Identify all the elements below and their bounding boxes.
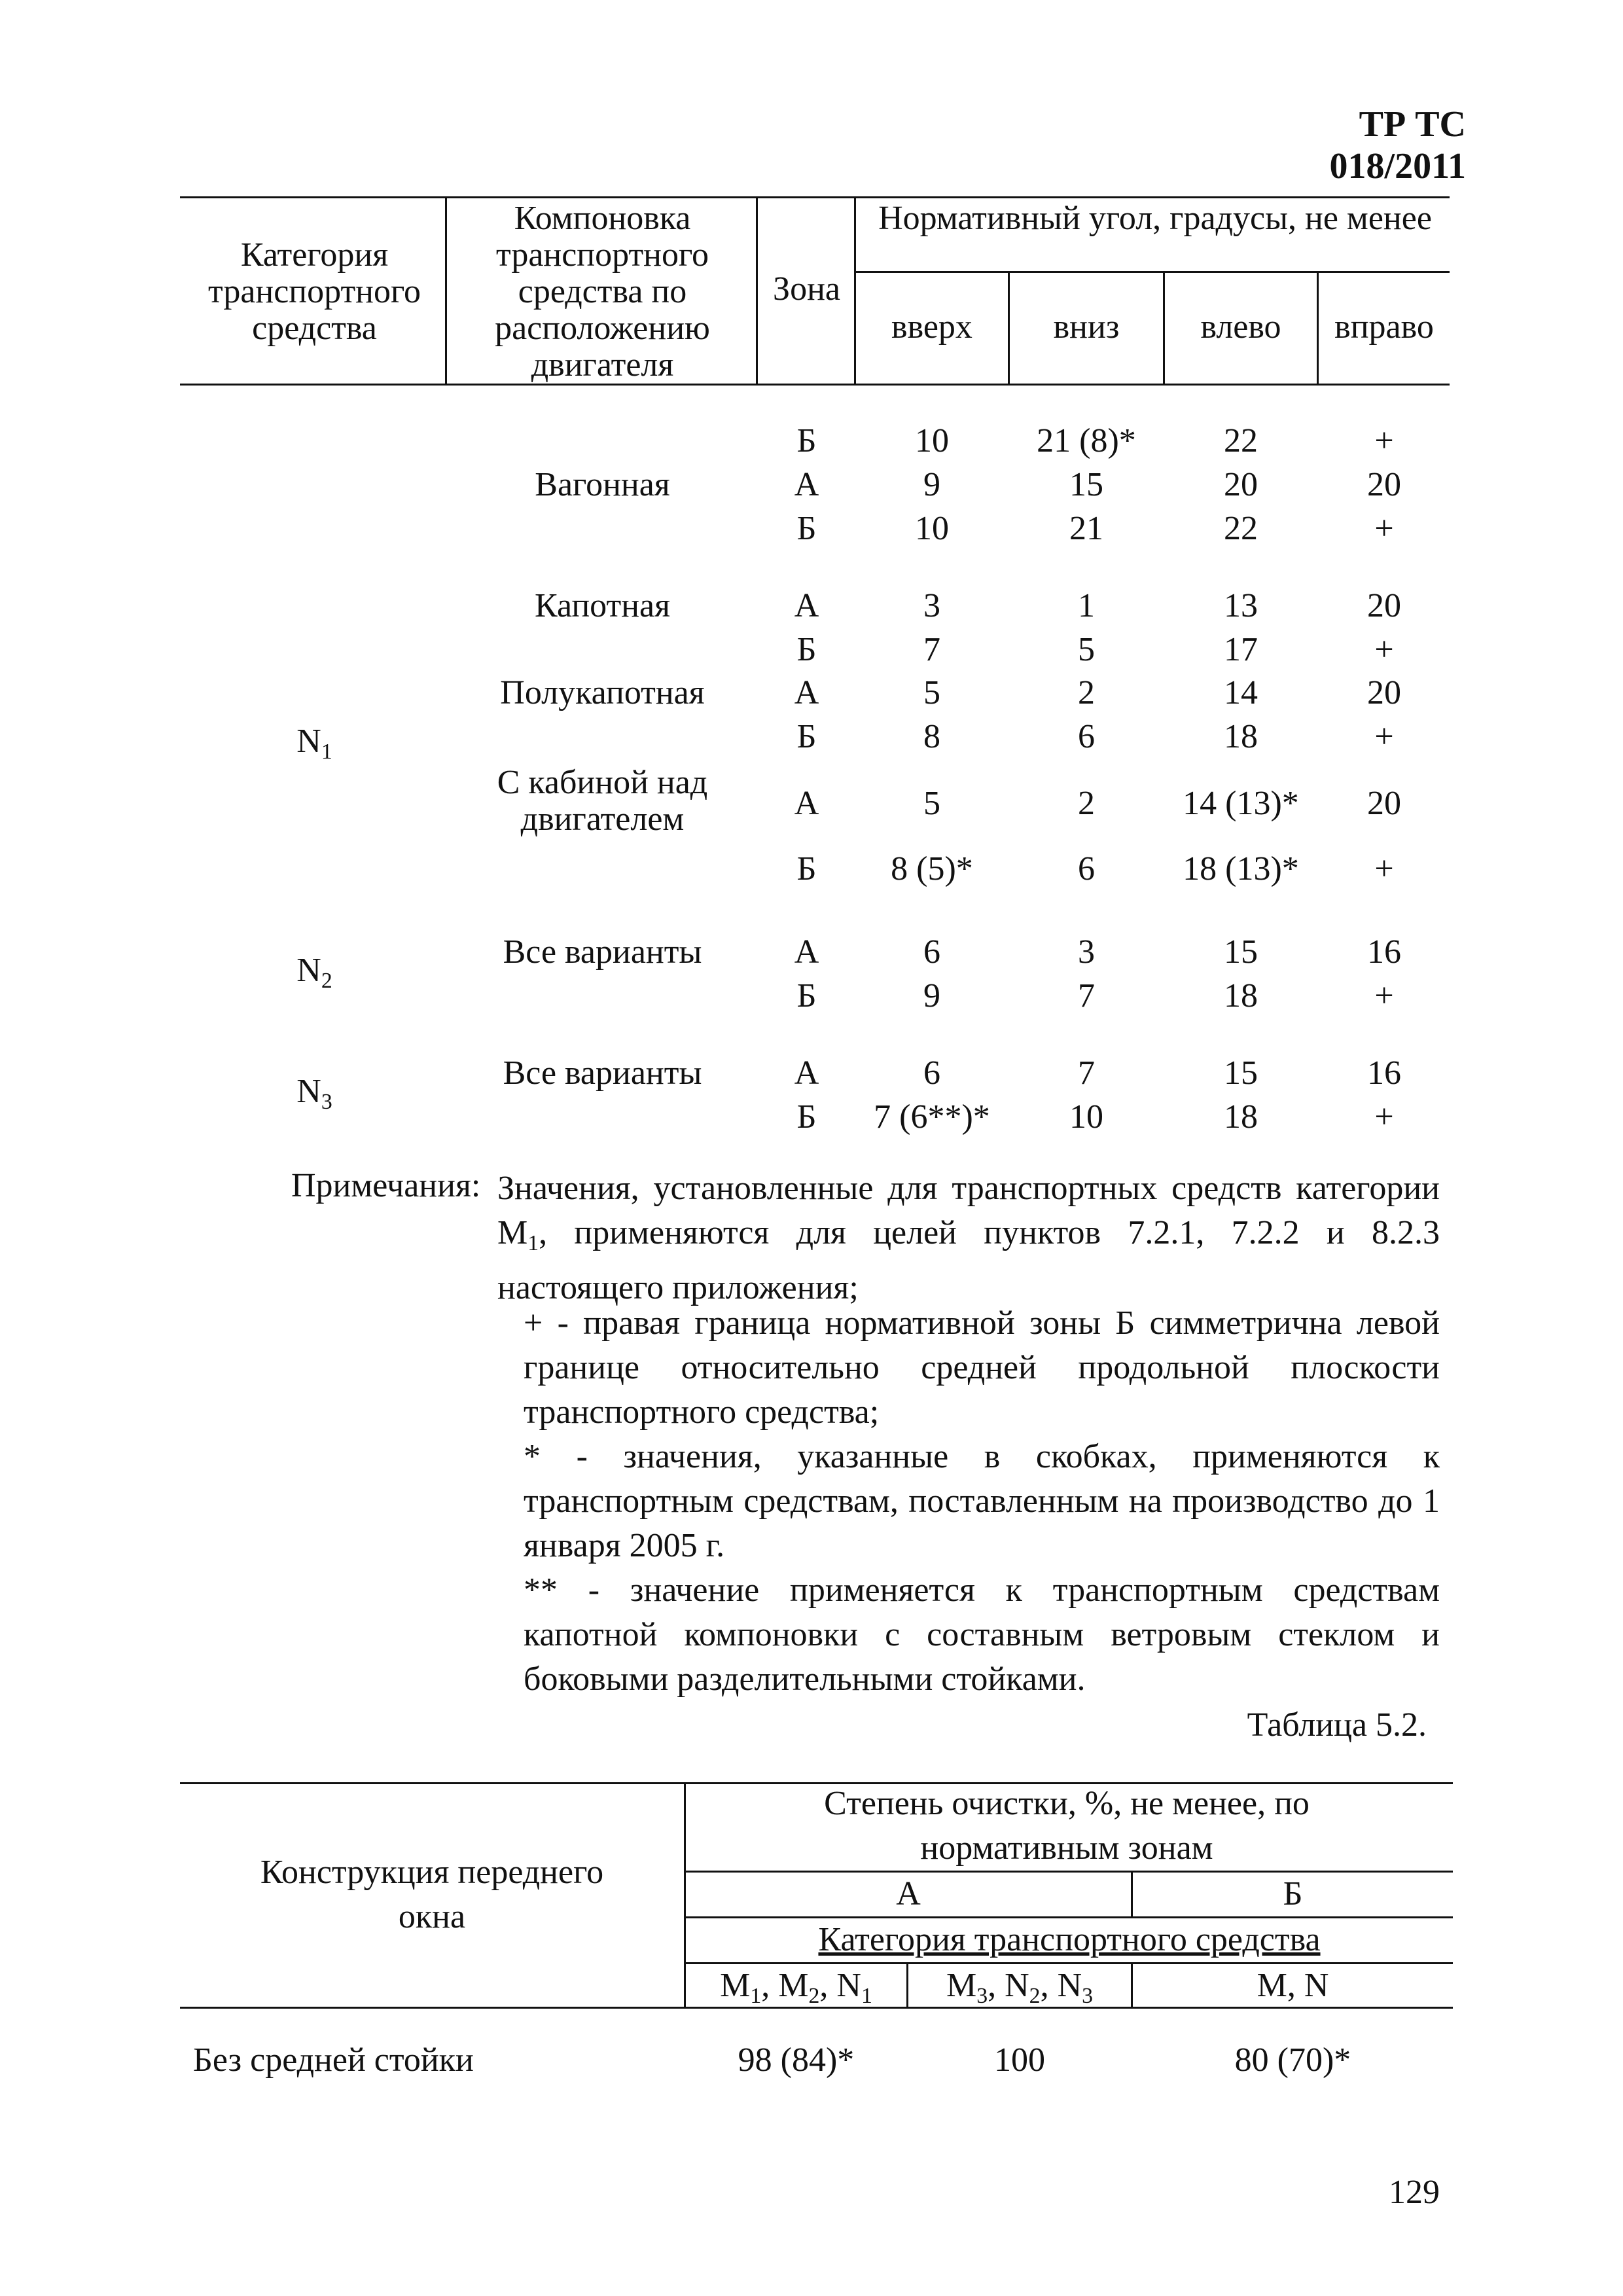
up-cell: 8 bbox=[923, 718, 940, 755]
left-cell: 15 bbox=[1224, 933, 1258, 971]
header-right: вправо bbox=[1334, 308, 1434, 346]
down-cell: 3 bbox=[1078, 933, 1095, 971]
zone-cell: Б bbox=[796, 510, 817, 547]
layout-all-n3: Все варианты bbox=[503, 1054, 702, 1092]
right-cell: 20 bbox=[1367, 785, 1401, 822]
zone-cell: Б bbox=[796, 631, 817, 668]
note-4: ** - значение применяется к транспортным средствам капотной компоновки с составным ветровым стеклом и боковыми разделительными стойками. bbox=[524, 1571, 1440, 1698]
header-cat-group-1: $M_1$, $M_2$, $N_1$ bbox=[720, 1967, 872, 2009]
header-cleaning: Степень очистки, %, не менее, по нормативным зонам bbox=[824, 1785, 1310, 1867]
table1-group-rule bbox=[854, 271, 1450, 273]
note-1: Значения, установленные для транспортных средств категории $М_1$, применяются для целей пунктов 7.2.1, 7.2.2 и 8.2.3 настоящего приложения; bbox=[497, 1170, 1440, 1307]
header-category: Категория транспортного средства bbox=[207, 236, 421, 347]
right-cell: 20 bbox=[1367, 674, 1401, 711]
left-cell: 15 bbox=[1224, 1054, 1258, 1092]
zone-cell: Б bbox=[796, 422, 817, 459]
header-zone-a: А bbox=[896, 1875, 921, 1912]
right-cell: + bbox=[1374, 977, 1394, 1014]
table1-header-rule bbox=[180, 384, 1450, 386]
zone-b-cell: 80 (70)* bbox=[1234, 2041, 1351, 2079]
up-cell: 7 bbox=[923, 631, 940, 668]
left-cell: 18 bbox=[1224, 977, 1258, 1014]
page-number: 129 bbox=[1389, 2174, 1440, 2211]
left-cell: 17 bbox=[1224, 631, 1258, 668]
header-construction: Конструкция переднего окна bbox=[260, 1854, 604, 1935]
right-cell: 16 bbox=[1367, 933, 1401, 971]
up-cell: 9 bbox=[923, 977, 940, 1014]
down-cell: 10 bbox=[1069, 1098, 1103, 1136]
table1-top-rule bbox=[180, 196, 1450, 198]
zone-cell: А bbox=[794, 785, 819, 822]
up-cell: 5 bbox=[923, 674, 940, 711]
down-cell: 21 (8)* bbox=[1037, 422, 1136, 459]
left-cell: 14 (13)* bbox=[1183, 785, 1299, 822]
layout-semihood: Полукапотная bbox=[500, 674, 705, 711]
left-cell: 20 bbox=[1224, 466, 1258, 503]
left-cell: 18 bbox=[1224, 718, 1258, 755]
right-cell: + bbox=[1374, 718, 1394, 755]
left-cell: 18 (13)* bbox=[1183, 850, 1299, 888]
zone-cell: А bbox=[794, 933, 819, 971]
down-cell: 5 bbox=[1078, 631, 1095, 668]
zone-cell: А bbox=[794, 674, 819, 711]
layout-all-n2: Все варианты bbox=[503, 933, 702, 971]
table1-divider bbox=[854, 196, 856, 386]
zone-cell: Б bbox=[796, 718, 817, 755]
right-cell: + bbox=[1374, 422, 1394, 459]
right-cell: + bbox=[1374, 1098, 1394, 1136]
down-cell: 7 bbox=[1078, 977, 1095, 1014]
header-cat-group-3: M, N bbox=[1257, 1967, 1329, 2004]
down-cell: 2 bbox=[1078, 674, 1095, 711]
right-cell: + bbox=[1374, 850, 1394, 888]
table1-divider bbox=[445, 196, 447, 386]
note-2: + - правая граница нормативной зоны Б симметрична левой границе относительно средней продольной плоскости транспортного средства; bbox=[524, 1304, 1440, 1431]
document-code: ТР ТС 018/2011 bbox=[1329, 104, 1466, 187]
category-n1: $N_1$ bbox=[296, 723, 332, 764]
up-cell: 10 bbox=[915, 422, 949, 459]
header-cat-group-2: $M_3$, $N_2$, $N_3$ bbox=[946, 1967, 1094, 2009]
zone-cell: А bbox=[794, 587, 819, 624]
down-cell: 15 bbox=[1069, 466, 1103, 503]
category-n3: $N_3$ bbox=[296, 1073, 332, 1115]
notes-label: Примечания: bbox=[291, 1167, 481, 1204]
up-cell: 3 bbox=[923, 587, 940, 624]
note-3: * - значения, указанные в скобках, применяются к транспортным средствам, поставленным на производство до 1 января 2005 г. bbox=[524, 1438, 1440, 1564]
header-vehicle-category: Категория транспортного средства bbox=[818, 1921, 1321, 1958]
left-cell: 22 bbox=[1224, 510, 1258, 547]
table1-divider bbox=[756, 196, 758, 386]
layout-wagon: Вагонная bbox=[535, 466, 670, 503]
category-n2: $N_2$ bbox=[296, 952, 332, 994]
right-cell: 20 bbox=[1367, 466, 1401, 503]
header-zone-b: Б bbox=[1283, 1875, 1303, 1912]
up-cell: 7 (6**)* bbox=[874, 1098, 990, 1136]
table-caption: Таблица 5.2. bbox=[1247, 1706, 1427, 1744]
left-cell: 14 bbox=[1224, 674, 1258, 711]
header-up: вверх bbox=[891, 308, 972, 346]
right-cell: + bbox=[1374, 631, 1394, 668]
up-cell: 6 bbox=[923, 1054, 940, 1092]
down-cell: 6 bbox=[1078, 850, 1095, 888]
header-left: влево bbox=[1200, 308, 1281, 346]
zone-a-1-cell: 98 (84)* bbox=[738, 2041, 855, 2079]
up-cell: 9 bbox=[923, 466, 940, 503]
zone-cell: Б bbox=[796, 977, 817, 1014]
header-down: вниз bbox=[1053, 308, 1120, 346]
down-cell: 1 bbox=[1078, 587, 1095, 624]
header-layout: Компоновка транспортного средства по расположению двигателя bbox=[495, 200, 710, 384]
construction-cell: Без средней стойки bbox=[193, 2041, 474, 2079]
zone-cell: Б bbox=[796, 850, 817, 888]
header-zone: Зона bbox=[773, 270, 840, 308]
zone-cell: А bbox=[794, 466, 819, 503]
layout-cab-over: С кабиной над двигателем bbox=[497, 764, 708, 838]
right-cell: 16 bbox=[1367, 1054, 1401, 1092]
right-cell: + bbox=[1374, 510, 1394, 547]
zone-cell: А bbox=[794, 1054, 819, 1092]
layout-hood: Капотная bbox=[534, 587, 671, 624]
left-cell: 22 bbox=[1224, 422, 1258, 459]
left-cell: 13 bbox=[1224, 587, 1258, 624]
down-cell: 6 bbox=[1078, 718, 1095, 755]
down-cell: 21 bbox=[1069, 510, 1103, 547]
zone-cell: Б bbox=[796, 1098, 817, 1136]
up-cell: 8 (5)* bbox=[891, 850, 973, 888]
down-cell: 2 bbox=[1078, 785, 1095, 822]
zone-a-2-cell: 100 bbox=[994, 2041, 1045, 2079]
up-cell: 6 bbox=[923, 933, 940, 971]
up-cell: 10 bbox=[915, 510, 949, 547]
down-cell: 7 bbox=[1078, 1054, 1095, 1092]
header-angle-group: Нормативный угол, градусы, не менее bbox=[878, 200, 1432, 237]
right-cell: 20 bbox=[1367, 587, 1401, 624]
left-cell: 18 bbox=[1224, 1098, 1258, 1136]
up-cell: 5 bbox=[923, 785, 940, 822]
